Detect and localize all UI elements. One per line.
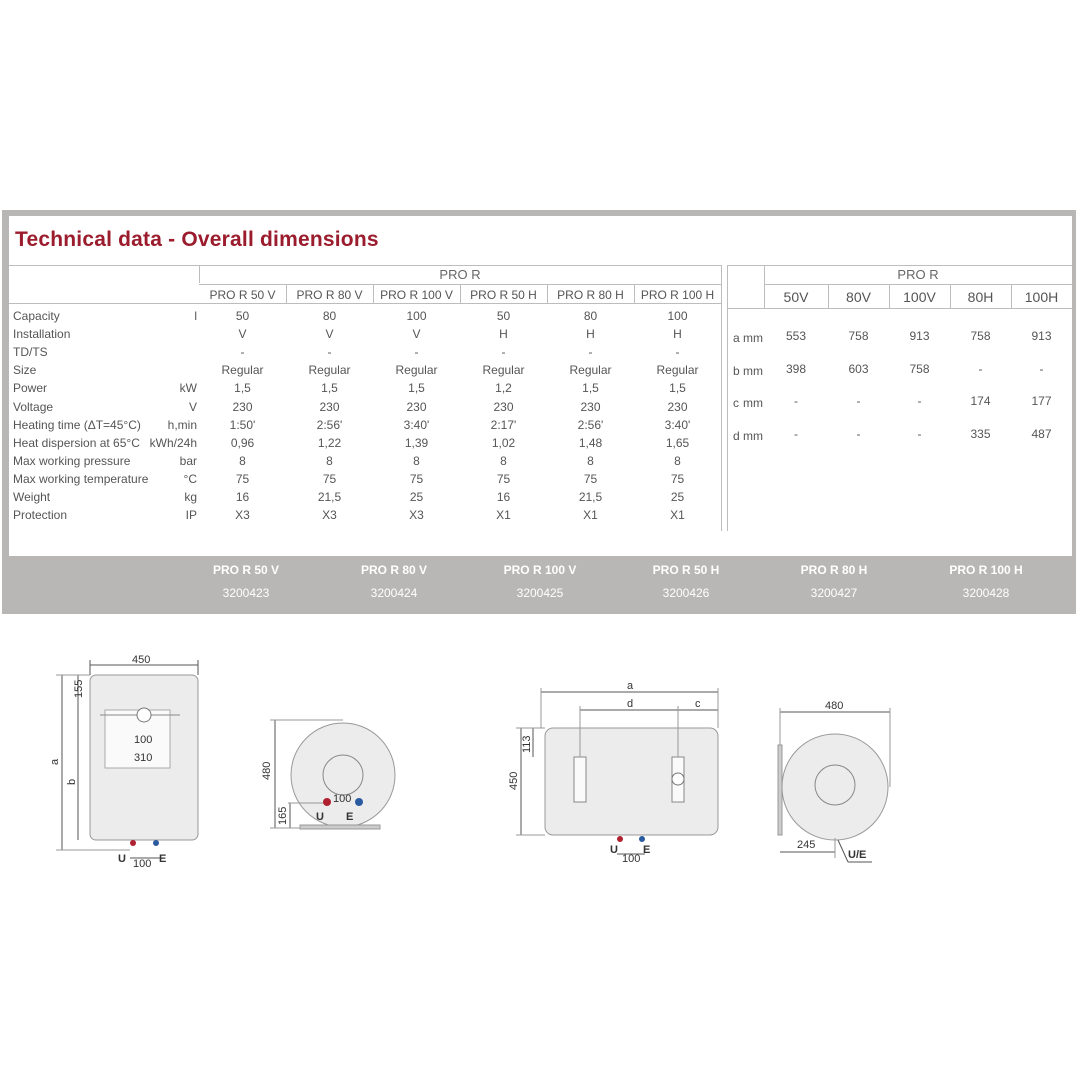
table-cell: 75 [496,471,511,486]
dim-top-label: 155 [73,679,85,698]
row-label: Max working temperature [13,471,149,486]
table-cell: 3:40' [403,417,430,432]
table-cell: 0,96 [230,435,255,450]
row-label: a [733,331,740,345]
table-cell: Regular [656,363,699,378]
column-header: PRO R 100 H [640,288,715,302]
u-label: U [118,853,126,865]
e-label: E [643,844,651,856]
table-cell: 1,65 [665,435,690,450]
horizontal-side-diagram [778,700,890,862]
pipe-label: 100 [133,858,152,870]
divider [9,303,721,304]
row-label: b [733,363,740,378]
table-cell: - [414,345,419,360]
row-unit: V [188,399,197,414]
table-cell: H [673,327,682,342]
table-cell: 230 [232,399,253,414]
divider [764,284,1072,285]
table-cell: Regular [308,363,351,378]
dim-width-label: 450 [132,654,151,666]
table-cell: 230 [667,399,688,414]
model-name: PRO R 80 H [800,563,868,577]
table-cell: H [586,327,595,342]
table-cell: 1,5 [234,381,251,396]
table-cell: - [794,426,798,441]
table-cell: 177 [1031,394,1052,408]
table-cell: 100 [406,309,427,323]
dim-top-label: 113 [521,735,533,753]
table-cell: V [412,327,421,342]
model-name: PRO R 50 H [652,563,720,577]
table-cell: - [1039,361,1044,376]
table-cell: - [917,426,922,441]
divider [286,284,287,303]
table-cell: X3 [322,508,337,523]
table-cell: 50 [496,309,511,323]
row-label: Voltage [13,399,54,414]
table-cell: 80 [322,309,337,323]
pipe-label: 100 [622,853,641,865]
inner-label-1: 100 [134,734,153,746]
column-header: PRO R 100 V [380,288,453,302]
table-cell: 75 [235,471,250,486]
table-cell: X1 [496,508,511,523]
table-cell: 2:56' [316,417,343,432]
table-cell: 603 [848,361,869,376]
table-cell: V [238,327,247,342]
divider [634,284,635,303]
table-cell: X1 [670,508,685,523]
table-cell: 1,22 [317,435,342,450]
table-cell: 25 [409,490,424,504]
model-code: 3200424 [370,586,418,600]
pipe-label: 100 [333,793,352,805]
table-cell: X3 [235,508,250,523]
row-unit: kW [179,381,197,396]
column-header: PRO R 50 H [470,288,537,302]
table-cell: 8 [500,453,507,468]
row-unit: l [194,309,197,323]
table-cell: 230 [493,399,514,414]
row-label: Heat dispersion at 65°C [13,435,140,450]
u-label: U [316,811,324,823]
table-cell: 25 [670,490,685,504]
dim-height-label: 450 [508,771,520,790]
table-cell: 758 [970,329,991,343]
table-cell: - [794,394,798,408]
divider [950,284,951,308]
table-cell: 8 [587,453,594,468]
divider [727,308,1072,309]
table-cell: 1,02 [491,435,516,450]
inner-label-2: 310 [134,752,153,764]
table-cell: 1,5 [669,381,686,396]
table-cell: 1,39 [404,435,429,450]
table-cell: H [499,327,508,342]
dimension-diagrams [0,640,1080,880]
technical-data-panel [9,216,1072,556]
table-cell: - [240,345,245,360]
horizontal-front-diagram [508,680,718,865]
dim-offset-label: 245 [797,839,816,851]
model-name: PRO R 100 H [949,563,1023,577]
row-label: d [733,428,740,443]
model-code: 3200428 [962,586,1010,600]
table-cell: 1,5 [321,381,338,396]
table-cell: 1,5 [408,381,425,396]
table-cell: 174 [970,394,991,408]
row-unit: h,min [167,417,197,432]
table-cell: 3:40' [664,417,691,432]
model-name: PRO R 100 V [503,563,577,577]
table-cell: 398 [785,361,807,376]
table-cell: - [978,361,983,376]
table-cell: 1,5 [582,381,599,396]
column-header: PRO R 80 V [296,288,363,302]
table-cell: X1 [583,508,598,523]
table-cell: 758 [848,329,869,343]
table-cell: 230 [406,399,427,414]
column-header: 100V [903,289,936,305]
table-cell: - [917,394,922,408]
table-cell: 16 [235,490,250,504]
model-name: PRO R 80 V [360,563,428,577]
table-cell: 230 [580,399,601,414]
model-code: 3200427 [810,586,858,600]
row-label: Size [13,363,37,378]
divider [9,265,721,266]
row-label: Max working pressure [13,453,131,468]
table-cell: 21,5 [578,490,603,504]
table-cell: 50 [235,309,250,323]
table-cell: 758 [909,361,930,376]
e-label: E [346,811,354,823]
page-title: Technical data - Overall dimensions [15,228,379,251]
table-cell: X3 [409,508,424,523]
e-label: E [159,853,167,865]
divider [547,284,548,303]
row-label: Power [13,381,48,396]
table-cell: 75 [322,471,337,486]
row-label: Weight [13,490,51,504]
model-code: 3200425 [516,586,564,600]
table-cell: 75 [583,471,598,486]
table-cell: - [327,345,332,360]
column-header: 80V [846,289,871,305]
table-cell: Regular [395,363,438,378]
divider [828,284,829,308]
dim-c-label: c [695,698,701,710]
table-cell: 1:50' [229,417,256,432]
row-unit: kWh/24h [149,435,197,450]
row-label: Heating time (ΔT=45°C) [13,417,141,432]
column-header: 100H [1024,289,1059,305]
left-group-header: PRO R [439,267,481,282]
row-unit: kg [184,490,197,504]
dim-b-label: b [66,778,78,785]
vertical-side-diagram [261,720,395,829]
row-unit: mm [743,396,763,410]
row-unit: mm [743,363,763,378]
row-unit: IP [185,508,197,523]
table-cell: - [501,345,506,360]
table-cell: 100 [667,309,688,323]
table-cell: 8 [239,453,246,468]
row-label: Protection [13,508,68,523]
row-label: TD/TS [13,345,48,360]
technical-data-card [2,210,1076,614]
dim-bottom-label: 165 [277,806,289,825]
vertical-front-diagram [49,654,198,870]
row-unit: bar [179,453,197,468]
table-cell: Regular [569,363,612,378]
table-cell: Regular [221,363,264,378]
table-cell: 913 [1031,329,1052,343]
model-name: PRO R 50 V [212,563,280,577]
ue-label: U/E [848,849,867,861]
table-cell: 335 [970,426,991,441]
table-cell: 8 [413,453,420,468]
table-cell: 8 [326,453,333,468]
table-cell: Regular [482,363,525,378]
column-header: PRO R 50 V [209,288,276,302]
table-cell: 2:56' [577,417,604,432]
row-unit: mm [743,428,763,443]
column-header: PRO R 80 H [557,288,624,302]
divider [727,265,728,531]
dim-a-label: a [627,680,634,692]
model-code: 3200423 [222,586,270,600]
row-label: c [733,396,739,410]
table-cell: 913 [909,329,930,343]
table-cell: 1,48 [578,435,603,450]
column-header: 80H [967,289,994,305]
column-header: 50V [783,289,809,305]
divider [889,284,890,308]
table-cell: - [856,426,861,441]
table-cell: 553 [785,329,807,343]
model-code: 3200426 [662,586,710,600]
table-cell: 1,2 [495,381,512,396]
divider [721,265,722,531]
table-cell: - [675,345,680,360]
table-cell: 487 [1031,426,1052,441]
divider [460,284,461,303]
row-label: Capacity [13,309,60,323]
divider [1011,284,1012,308]
divider [373,284,374,303]
dim-a-label: a [49,758,61,765]
table-cell: 75 [409,471,424,486]
table-cell: 230 [319,399,340,414]
dim-height-label: 480 [261,761,273,780]
row-label: Installation [13,327,71,342]
table-cell: 75 [670,471,685,486]
dim-width-label: 480 [825,700,844,712]
row-unit: mm [743,331,763,345]
table-cell: 8 [674,453,681,468]
table-cell: - [588,345,593,360]
table-cell: V [325,327,334,342]
table-cell: - [856,394,861,408]
table-cell: 80 [583,309,598,323]
divider [727,265,1072,266]
table-cell: 2:17' [490,417,517,432]
table-cell: 16 [496,490,511,504]
row-unit: °C [183,471,197,486]
u-label: U [610,844,618,856]
table-cell: 21,5 [317,490,342,504]
dim-d-label: d [627,698,634,710]
right-group-header: PRO R [897,267,939,282]
